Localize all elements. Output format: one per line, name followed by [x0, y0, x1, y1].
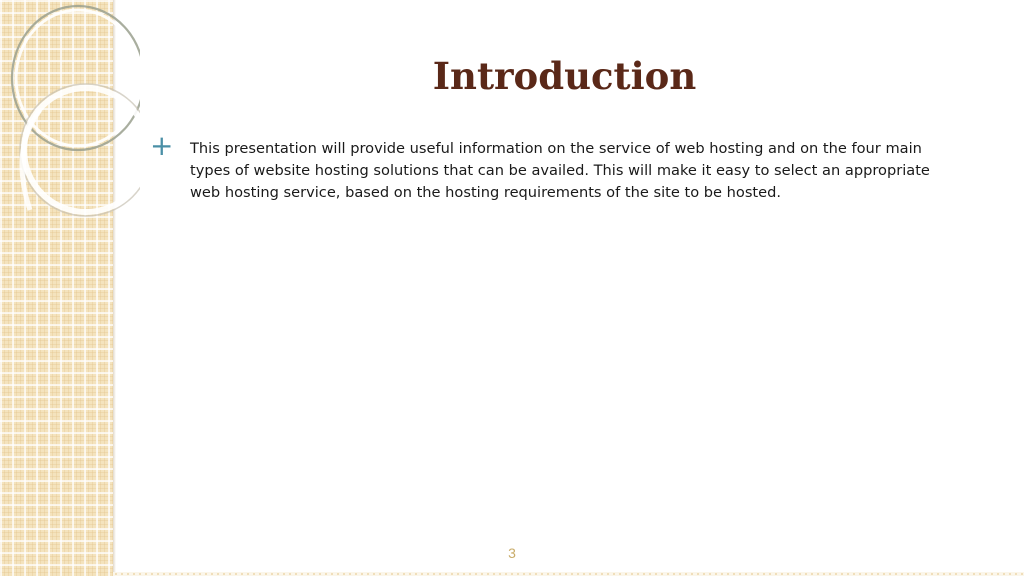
bullet-item [150, 129, 970, 204]
slide-title-text: Introduction [432, 54, 697, 98]
decorative-rings [0, 0, 140, 230]
bullet-text: This presentation will provide useful information on the service of web hosting and on the four main types of website hosting solutions that can be availed. This will make it easy to select an appropriate web hosting service, based on the hosting requirements of the site to be hosted. [190, 140, 930, 201]
slide-title [113, 54, 1024, 98]
plus-bullet-icon: + [150, 129, 174, 162]
decorative-bottom-strip [113, 572, 1024, 576]
page-number: 3 [508, 545, 516, 561]
